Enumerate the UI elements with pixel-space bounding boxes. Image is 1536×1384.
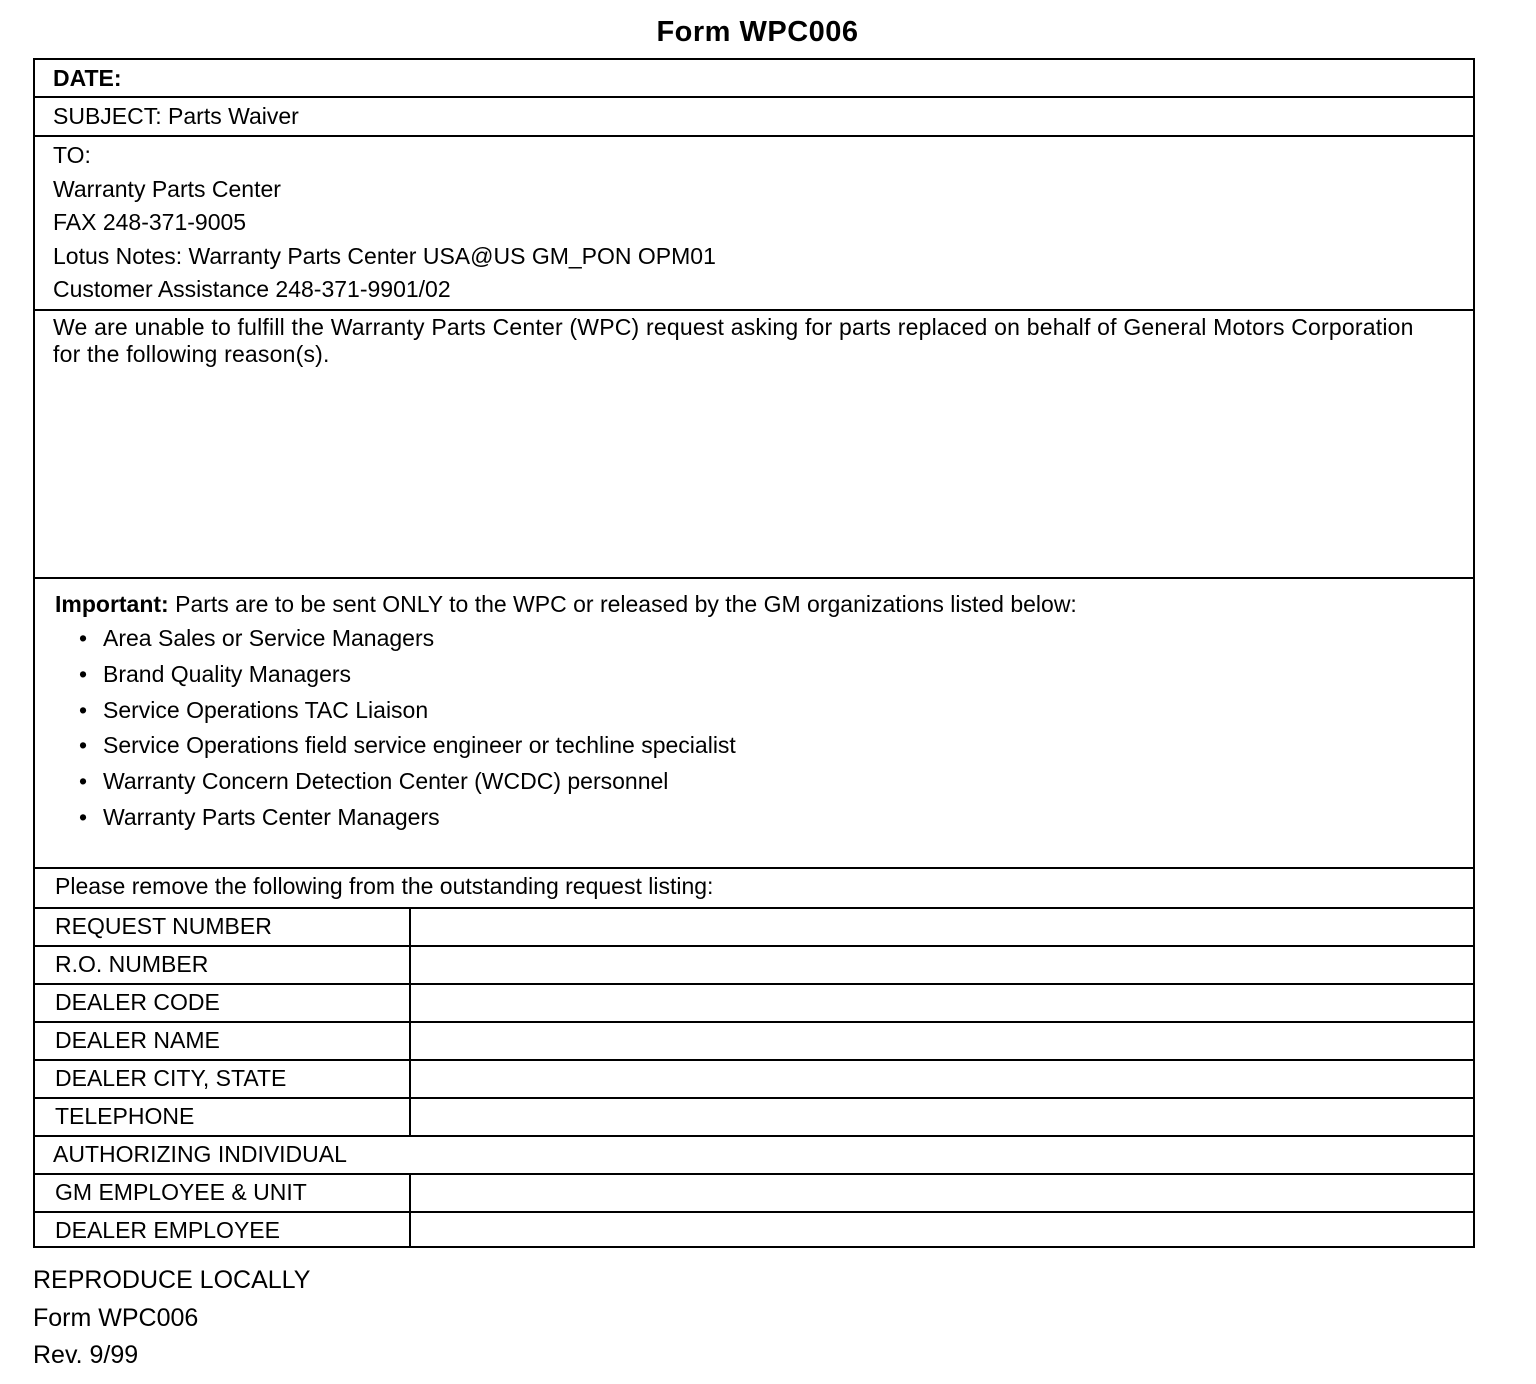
- list-item: • Service Operations field service engineer or techline specialist: [79, 728, 736, 764]
- form-footer: [33, 1262, 310, 1375]
- list-item: • Brand Quality Managers: [79, 657, 736, 693]
- field-row-request-number: [35, 909, 1473, 947]
- ro-number-field[interactable]: [411, 947, 1473, 983]
- list-item: • Service Operations TAC Liaison: [79, 693, 736, 729]
- to-section: [35, 137, 1473, 311]
- field-label: DEALER EMPLOYEE: [55, 1217, 280, 1243]
- field-row-ro-number: [35, 947, 1473, 985]
- reason-text: We are unable to fulfill the Warranty Parts Center (WPC) request asking for parts replaced on behalf of General Motors Corporation for the following reason(s).: [53, 314, 1414, 367]
- request-number-field[interactable]: [411, 909, 1473, 945]
- bullet: •: [79, 625, 88, 651]
- field-label: AUTHORIZING INDIVIDUAL: [53, 1141, 347, 1167]
- revision-date: Rev. 9/99: [33, 1341, 139, 1369]
- field-row-dealer-employee: [35, 1213, 1473, 1246]
- reason-section: [35, 311, 1473, 579]
- organization-list: [79, 621, 736, 836]
- parts-waiver-form: [33, 58, 1475, 1248]
- important-label: Important:: [55, 591, 169, 617]
- subject-line: SUBJECT: Parts Waiver: [53, 103, 299, 129]
- field-label: GM EMPLOYEE & UNIT: [55, 1179, 307, 1205]
- footer-form-number: Form WPC006: [33, 1303, 199, 1332]
- field-label: REQUEST NUMBER: [55, 913, 272, 939]
- date-label: DATE:: [53, 65, 122, 91]
- field-row-authorizing-individual: [35, 1137, 1473, 1175]
- bullet: •: [79, 768, 88, 795]
- field-row-dealer-name: [35, 1023, 1473, 1061]
- list-item: • Warranty Concern Detection Center (WCDC) personnel: [79, 764, 736, 800]
- bullet: •: [79, 803, 88, 830]
- important-section: [35, 579, 1473, 869]
- field-label: DEALER CITY, STATE: [55, 1065, 287, 1091]
- dealer-code-field[interactable]: [411, 985, 1473, 1021]
- reproduce-notice: REPRODUCE LOCALLY: [33, 1266, 311, 1294]
- to-line-customer-assistance: Customer Assistance 248-371-9901/02: [53, 276, 451, 302]
- field-row-dealer-code: [35, 985, 1473, 1023]
- bullet: •: [79, 660, 88, 687]
- to-line-lotus-notes: Lotus Notes: Warranty Parts Center USA@US GM_PON OPM01: [53, 242, 716, 269]
- to-label: TO:: [53, 142, 91, 168]
- field-label: R.O. NUMBER: [55, 951, 209, 977]
- subject-row: [35, 98, 1473, 137]
- gm-employee-field[interactable]: [411, 1175, 1473, 1211]
- dealer-city-state-field[interactable]: [411, 1061, 1473, 1097]
- important-note: [55, 591, 1077, 618]
- dealer-employee-field[interactable]: [411, 1213, 1473, 1246]
- important-text: Parts are to be sent ONLY to the WPC or released by the GM organizations listed below:: [168, 591, 1077, 617]
- field-row-dealer-city-state: [35, 1061, 1473, 1099]
- field-label: DEALER NAME: [55, 1027, 220, 1053]
- telephone-field[interactable]: [411, 1099, 1473, 1135]
- dealer-name-field[interactable]: [411, 1023, 1473, 1059]
- bullet: •: [79, 696, 88, 723]
- field-label: DEALER CODE: [55, 989, 220, 1015]
- bullet: •: [79, 732, 88, 759]
- field-row-gm-employee: [35, 1175, 1473, 1213]
- list-item: • Warranty Parts Center Managers: [79, 800, 736, 836]
- date-row: [35, 60, 1473, 98]
- field-label: TELEPHONE: [55, 1103, 195, 1129]
- field-row-telephone: [35, 1099, 1473, 1137]
- form-title: Form WPC006: [656, 16, 859, 48]
- to-line-center: Warranty Parts Center: [53, 175, 281, 202]
- removal-instruction: Please remove the following from the outstanding request listing:: [55, 873, 714, 899]
- to-line-fax: FAX 248-371-9005: [53, 209, 247, 235]
- list-item: • Area Sales or Service Managers: [79, 621, 736, 657]
- removal-instruction-row: [35, 869, 1473, 909]
